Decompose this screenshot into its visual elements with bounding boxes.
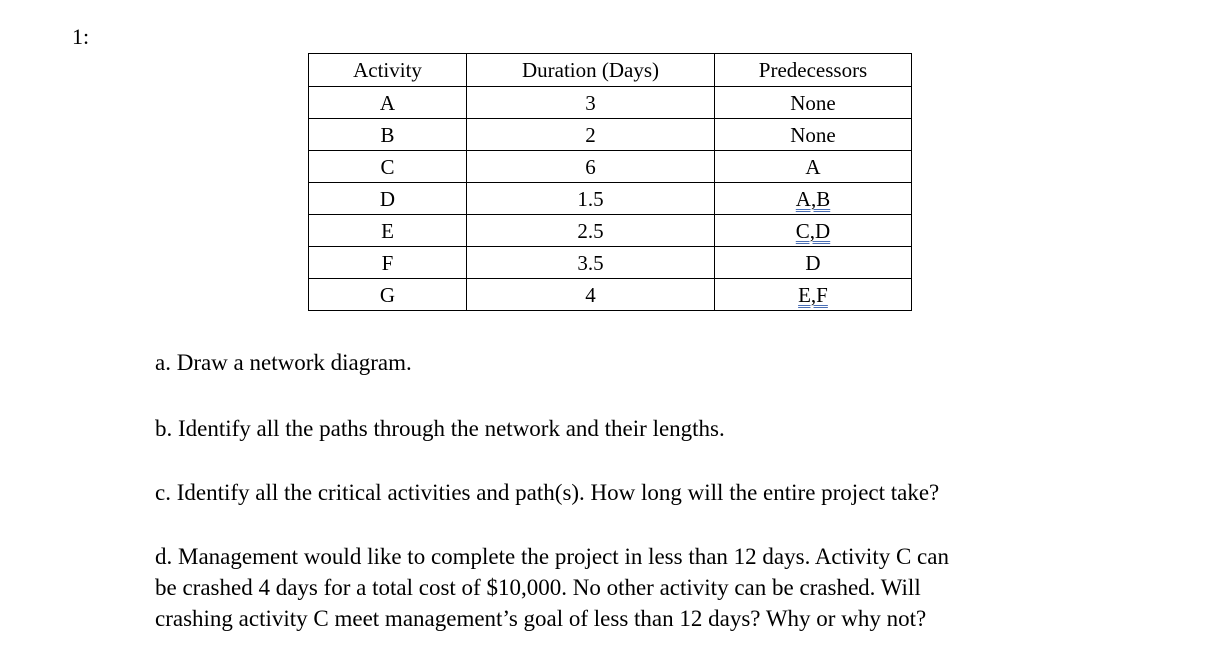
predecessors-cell: None: [715, 87, 912, 119]
question-d-line-1: d. Management would like to complete the project in less than 12 days. Activity C can: [155, 544, 949, 569]
duration-cell: 2.5: [467, 215, 715, 247]
problem-number: 1:: [72, 24, 90, 49]
activity-cell: B: [309, 119, 467, 151]
header-activity: Activity: [309, 54, 467, 87]
question-d-line-3: crashing activity C meet management’s goal of less than 12 days? Why or why not?: [155, 606, 927, 631]
predecessors-cell: [715, 215, 912, 247]
table-row: [309, 119, 912, 151]
question-b: b. Identify all the paths through the network and their lengths.: [155, 416, 725, 441]
activity-cell: G: [309, 279, 467, 311]
activity-cell: D: [309, 183, 467, 215]
duration-cell: 4: [467, 279, 715, 311]
question-a: a. Draw a network diagram.: [155, 350, 412, 375]
predecessors-cell: D: [715, 247, 912, 279]
predecessors-text: E,F: [798, 282, 828, 307]
activity-table: [308, 53, 912, 311]
predecessors-cell: A: [715, 151, 912, 183]
predecessors-text: A,B: [795, 186, 831, 211]
duration-cell: 1.5: [467, 183, 715, 215]
activity-cell: C: [309, 151, 467, 183]
duration-cell: 6: [467, 151, 715, 183]
header-duration: Duration (Days): [467, 54, 715, 87]
predecessors-text: C,D: [795, 218, 831, 243]
duration-cell: 3.5: [467, 247, 715, 279]
table-row: [309, 87, 912, 119]
table-row: [309, 247, 912, 279]
table-row: [309, 151, 912, 183]
activity-cell: F: [309, 247, 467, 279]
activity-cell: A: [309, 87, 467, 119]
question-d-line-2: be crashed 4 days for a total cost of $10,000. No other activity can be crashed. Will: [155, 575, 921, 600]
question-d: [155, 541, 1155, 634]
duration-cell: 3: [467, 87, 715, 119]
table-row: [309, 215, 912, 247]
header-predecessors: Predecessors: [715, 54, 912, 87]
question-c: c. Identify all the critical activities and path(s). How long will the entire project take?: [155, 480, 940, 505]
table-row: [309, 183, 912, 215]
predecessors-cell: None: [715, 119, 912, 151]
predecessors-cell: [715, 279, 912, 311]
duration-cell: 2: [467, 119, 715, 151]
table-header-row: [309, 54, 912, 87]
predecessors-cell: [715, 183, 912, 215]
activity-cell: E: [309, 215, 467, 247]
table-row: [309, 279, 912, 311]
